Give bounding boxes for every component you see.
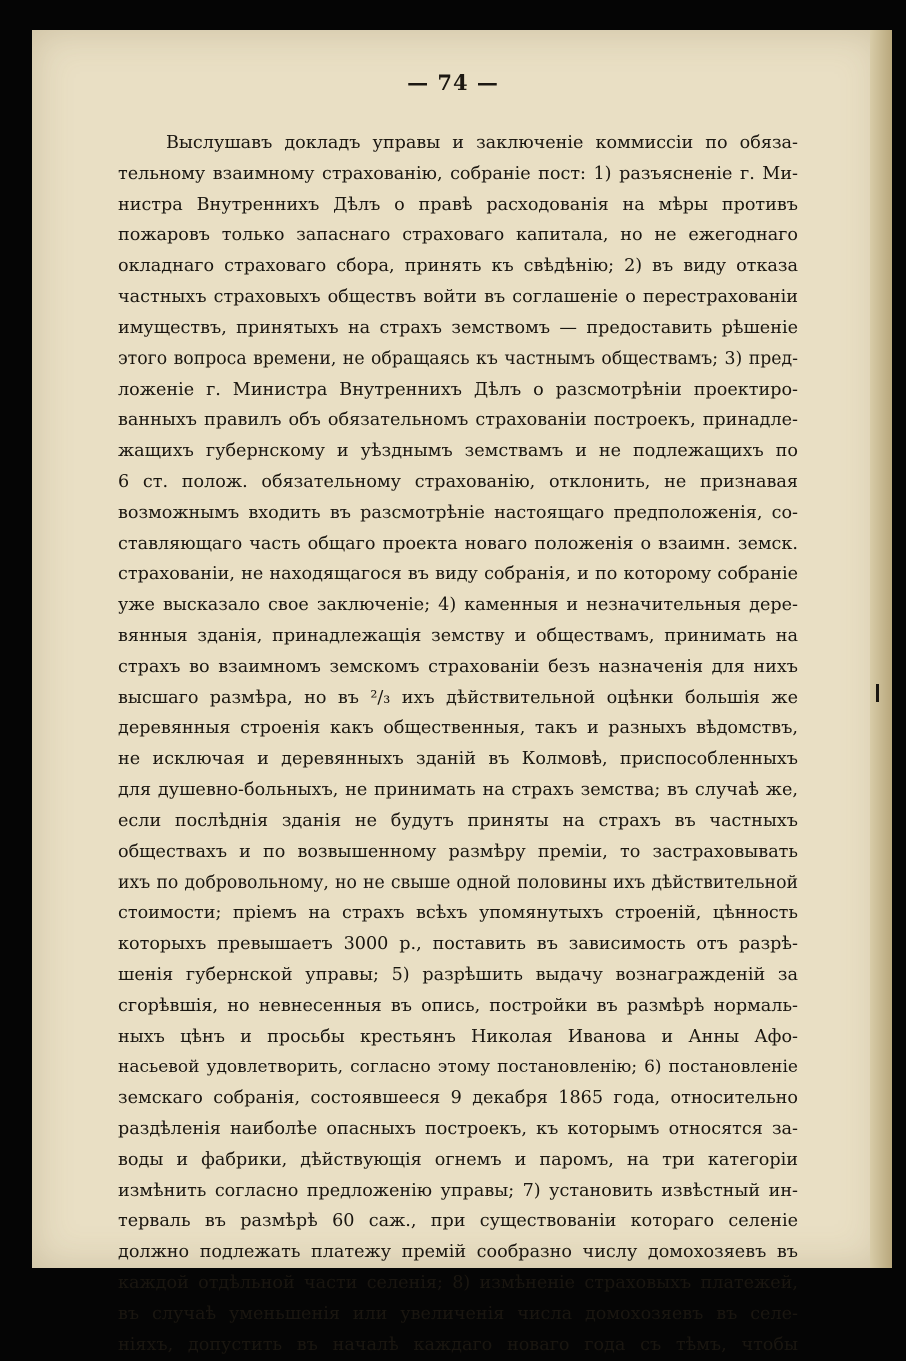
text-line: которыхъ превышаетъ 3000 р., поставить въ зависимость отъ разрѣ- [118, 934, 798, 955]
page-edge-shadow [870, 30, 892, 1268]
text-line: пожаровъ только запаснаго страховаго капитала, но не ежегоднаго [118, 225, 798, 246]
text-line: ніяхъ, допустить въ началѣ каждаго новаго года съ тѣмъ, чтобы [118, 1334, 798, 1355]
text-line: Выслушавъ докладъ управы и заключеніе коммиссіи по обяза- [166, 133, 798, 153]
text-line: шенія губернской управы; 5) разрѣшить выдачу вознагражденій за [118, 964, 798, 985]
text-line: этого вопроса времени, не обращаясь къ частнымъ обществамъ; 3) пред- [118, 348, 798, 369]
text-line: ныхъ цѣнъ и просьбы крестьянъ Николая Иванова и Анны Афо- [118, 1026, 798, 1047]
text-line: для душевно-больныхъ, не принимать на страхъ земства; въ случаѣ же, [118, 780, 798, 801]
text-line: нистра Внутреннихъ Дѣлъ о правѣ расходованія на мѣры противъ [118, 194, 798, 215]
text-line: въ случаѣ уменьшенія или увеличенія числа домохозяевъ въ селе- [118, 1303, 798, 1324]
text-line: если послѣднія зданія не будутъ приняты на страхъ въ частныхъ [118, 810, 798, 831]
text-line: высшаго размѣра, но въ ²/₃ ихъ дѣйствительной оцѣнки большія же [118, 687, 798, 708]
text-line: земскаго собранія, состоявшееся 9 декабря 1865 года, относительно [118, 1088, 798, 1109]
text-line: страхъ во взаимномъ земскомъ страхованіи безъ назначенія для нихъ [118, 656, 798, 677]
text-line: окладнаго страховаго сбора, принять къ свѣдѣнію; 2) въ виду отказа [118, 256, 798, 277]
text-line: частныхъ страховыхъ обществъ войти въ соглашеніе о перестрахованіи [118, 287, 798, 308]
text-line: воды и фабрики, дѣйствующія огнемъ и паромъ, на три категоріи [118, 1149, 798, 1170]
text-line: страхованіи, не находящагося въ виду собранія, и по которому собраніе [118, 564, 798, 585]
text-line: тельному взаимному страхованію, собраніе пост: 1) разъясненіе г. Ми- [118, 163, 798, 184]
text-line: уже высказало свое заключеніе; 4) каменныя и незначительныя дере- [118, 595, 798, 616]
text-line: насьевой удовлетворить, согласно этому постановленію; 6) постановленіе [118, 1057, 798, 1078]
text-line: обществахъ и по возвышенному размѣру преміи, то застраховывать [118, 841, 798, 862]
text-line: вянныя зданія, принадлежащія земству и обществамъ, принимать на [118, 626, 798, 646]
text-line: раздѣленія наиболѣе опасныхъ построекъ, къ которымъ относятся за- [118, 1119, 798, 1139]
text-line: стоимости; пріемъ на страхъ всѣхъ упомянутыхъ строеній, цѣнность [118, 903, 798, 924]
text-line: измѣнить согласно предложенію управы; 7) установить извѣстный ин- [118, 1180, 798, 1201]
text-line: сгорѣвшія, но невнесенныя въ опись, постройки въ размѣрѣ нормаль- [118, 995, 798, 1016]
margin-mark [876, 684, 879, 702]
text-line: имуществъ, принятыхъ на страхъ земствомъ — предоставить рѣшеніе [118, 317, 798, 338]
text-line: терваль въ размѣрѣ 60 саж., при существованіи котораго селеніе [118, 1211, 798, 1232]
text-line: ванныхъ правилъ объ обязательномъ страхованіи построекъ, принадле- [118, 410, 798, 431]
page-number: — 74 — [407, 70, 499, 95]
text-line: должно подлежать платежу премій сообразно числу домохозяевъ въ [118, 1242, 798, 1263]
text-line: ихъ по добровольному, но не свыше одной половины ихъ дѣйствительной [118, 872, 798, 893]
text-line: каждой отдѣльной части селенія; 8) измѣненіе страховыхъ платежей, [118, 1273, 798, 1294]
text-line: возможнымъ входить въ разсмотрѣніе настоящаго предположенія, со- [118, 502, 798, 523]
text-line: не исключая и деревянныхъ зданій въ Колмовѣ, приспособленныхъ [118, 749, 798, 770]
text-line: ставляющаго часть общаго проекта новаго положенія о взаимн. земск. [118, 533, 798, 554]
text-line: ложеніе г. Министра Внутреннихъ Дѣлъ о разсмотрѣніи проектиро- [118, 379, 798, 400]
text-line: жащихъ губернскому и уѣзднымъ земствамъ и не подлежащихъ по [118, 441, 798, 462]
body-text [118, 128, 798, 1361]
text-line: деревянныя строенія какъ общественныя, такъ и разныхъ вѣдомствъ, [118, 718, 798, 739]
text-line: 6 ст. полож. обязательному страхованію, отклонить, не признавая [118, 471, 798, 492]
